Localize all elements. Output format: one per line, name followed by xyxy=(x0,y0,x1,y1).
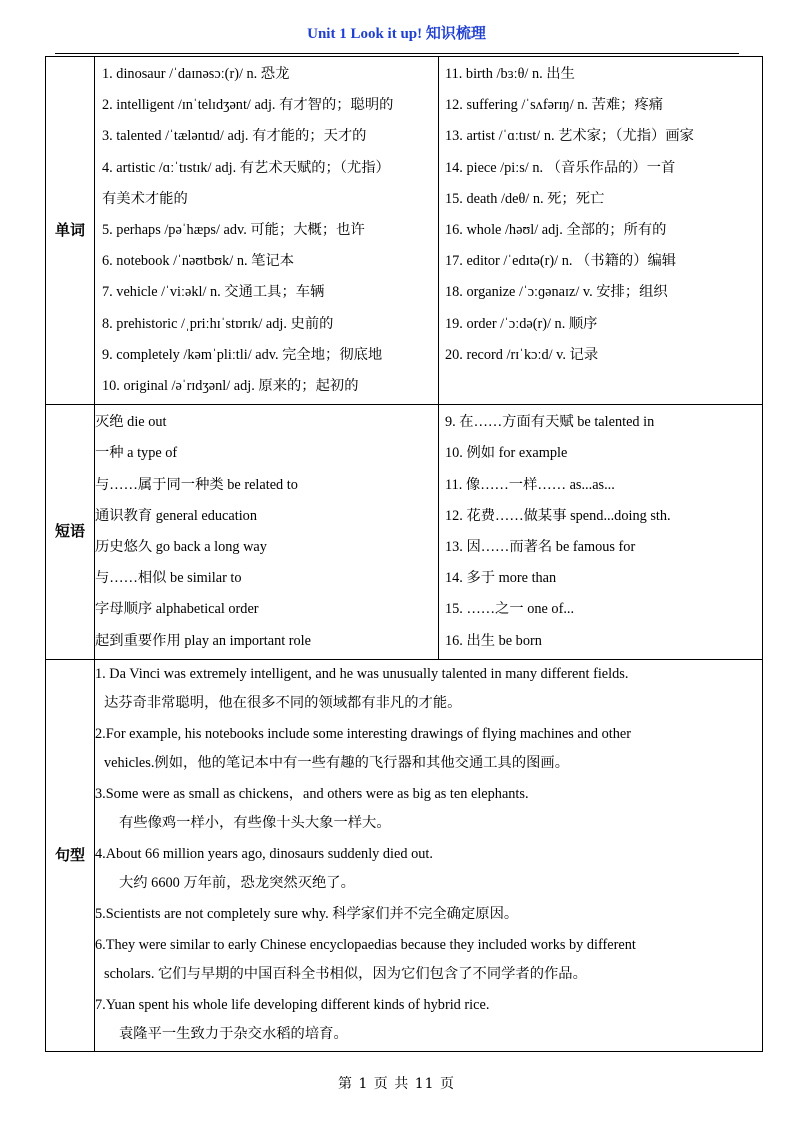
knowledge-table xyxy=(45,56,763,1052)
word-item: 2. intelligent /ɪnˈtelɪdʒənt/ adj. 有才智的；聪明的 xyxy=(102,97,394,114)
sentence-zh: 袁隆平一生致力于杂交水稻的培育。 xyxy=(119,1025,348,1042)
phrases-row xyxy=(46,405,763,660)
word-item: 1. dinosaur /ˈdaɪnəsɔː(r)/ n. 恐龙 xyxy=(102,66,290,82)
word-item: 8. prehistoric /ˌpriːhɪˈstɒrɪk/ adj. 史前的 xyxy=(102,315,334,332)
word-item: 5. perhaps /pəˈhæps/ adv. 可能；大概；也许 xyxy=(102,222,365,239)
phrase-item: 15. ……之一 one of... xyxy=(445,601,575,618)
sentence-en-continued: scholars. 它们与早期的中国百科全书相似，因为它们包含了不同学者的作品。 xyxy=(104,965,587,982)
words-row xyxy=(46,57,763,405)
page-title: Unit 1 Look it up! 知识梳理 xyxy=(307,26,486,42)
sentence-zh: 大约 6600 万年前，恐龙突然灭绝了。 xyxy=(119,874,355,891)
sentence-en: 5.Scientists are not completely sure why. 科学家们并不完全确定原因。 xyxy=(95,905,519,922)
sentence-1 xyxy=(95,660,762,718)
sentences-cell xyxy=(95,659,763,1051)
sentence-en: 1. Da Vinci was extremely intelligent, and he was unusually talented in many different fields. xyxy=(95,665,629,682)
phrase-item: 通识教育 general education xyxy=(95,507,257,524)
phrases-right-column xyxy=(439,405,763,660)
word-item-continued: 有美术才能的 xyxy=(102,190,188,207)
sentences-label: 句型 xyxy=(46,659,95,1051)
word-item: 7. vehicle /ˈviːəkl/ n. 交通工具；车辆 xyxy=(102,284,325,301)
word-item: 10. original /əˈrɪdʒənl/ adj. 原来的；起初的 xyxy=(102,378,359,395)
phrase-item: 与……相似 be similar to xyxy=(95,570,242,587)
word-item: 18. organize /ˈɔːɡənaɪz/ v. 安排；组织 xyxy=(445,284,668,301)
sentence-zh: 达芬奇非常聪明，他在很多不同的领域都有非凡的才能。 xyxy=(104,694,462,711)
sentence-en: 7.Yuan spent his whole life developing different kinds of hybrid rice. xyxy=(95,996,490,1013)
phrase-item: 灭绝 die out xyxy=(95,414,167,431)
phrase-item: 起到重要作用 play an important role xyxy=(95,632,312,649)
sentence-2 xyxy=(95,720,762,778)
sentence-7 xyxy=(95,991,762,1049)
word-item: 13. artist /ˈɑːtɪst/ n. 艺术家；（尤指）画家 xyxy=(445,128,694,145)
page-number: 第 1 页 共 11 页 xyxy=(338,1076,455,1092)
word-item: 9. completely /kəmˈpliːtli/ adv. 完全地；彻底地 xyxy=(102,346,383,363)
word-item: 19. order /ˈɔːdə(r)/ n. 顺序 xyxy=(445,315,598,332)
phrase-item: 11. 像……一样…… as...as... xyxy=(445,476,615,493)
word-item: 6. notebook /ˈnəʊtbʊk/ n. 笔记本 xyxy=(102,253,295,270)
word-item: 3. talented /ˈtæləntɪd/ adj. 有才能的；天才的 xyxy=(102,128,367,145)
word-item: 20. record /rɪˈkɔːd/ v. 记录 xyxy=(445,346,599,363)
phrase-item: 14. 多于 more than xyxy=(445,570,557,587)
phrase-item: 12. 花费……做某事 spend...doing sth. xyxy=(445,507,671,524)
word-item: 4. artistic /ɑːˈtɪstɪk/ adj. 有艺术天赋的；（尤指） xyxy=(102,159,390,176)
header-divider xyxy=(55,53,739,54)
phrase-item: 与……属于同一种类 be related to xyxy=(95,476,298,493)
sentence-3 xyxy=(95,780,762,838)
phrase-item: 13. 因……而著名 be famous for xyxy=(445,539,636,556)
sentence-en: 3.Some were as small as chickens，and others were as big as ten elephants. xyxy=(95,785,529,802)
words-right-column xyxy=(439,57,763,405)
sentence-en-continued: vehicles.例如，他的笔记本中有一些有趣的飞行器和其他交通工具的图画。 xyxy=(104,754,570,771)
sentence-en: 6.They were similar to early Chinese encyclopaedias because they included works by different xyxy=(95,936,636,953)
sentence-5 xyxy=(95,900,762,929)
word-item: 15. death /deθ/ n. 死；死亡 xyxy=(445,190,605,207)
sentence-en: 4.About 66 million years ago, dinosaurs suddenly died out. xyxy=(95,845,433,862)
sentences-row xyxy=(46,659,763,1051)
phrase-item: 历史悠久 go back a long way xyxy=(95,539,267,556)
word-item: 12. suffering /ˈsʌfərɪŋ/ n. 苦难；疼痛 xyxy=(445,97,664,114)
word-item: 14. piece /piːs/ n. （音乐作品的）一首 xyxy=(445,159,676,176)
words-label: 单词 xyxy=(46,57,95,405)
sentence-4 xyxy=(95,840,762,898)
sentence-6 xyxy=(95,931,762,989)
phrase-item: 10. 例如 for example xyxy=(445,445,568,462)
word-item: 16. whole /həʊl/ adj. 全部的；所有的 xyxy=(445,222,667,239)
phrases-label: 短语 xyxy=(46,405,95,660)
phrase-item: 16. 出生 be born xyxy=(445,632,542,649)
word-item: 11. birth /bɜːθ/ n. 出生 xyxy=(445,66,575,82)
sentence-zh: 有些像鸡一样小，有些像十头大象一样大。 xyxy=(119,814,391,831)
phrase-item: 一种 a type of xyxy=(95,445,178,462)
sentence-en: 2.For example, his notebooks include some interesting drawings of flying machines and other xyxy=(95,725,632,742)
phrases-left-column xyxy=(95,405,439,660)
word-item: 17. editor /ˈedɪtə(r)/ n. （书籍的）编辑 xyxy=(445,253,677,270)
words-left-column xyxy=(95,57,439,405)
phrase-item: 9. 在……方面有天赋 be talented in xyxy=(445,414,655,431)
phrase-item: 字母顺序 alphabetical order xyxy=(95,601,259,618)
